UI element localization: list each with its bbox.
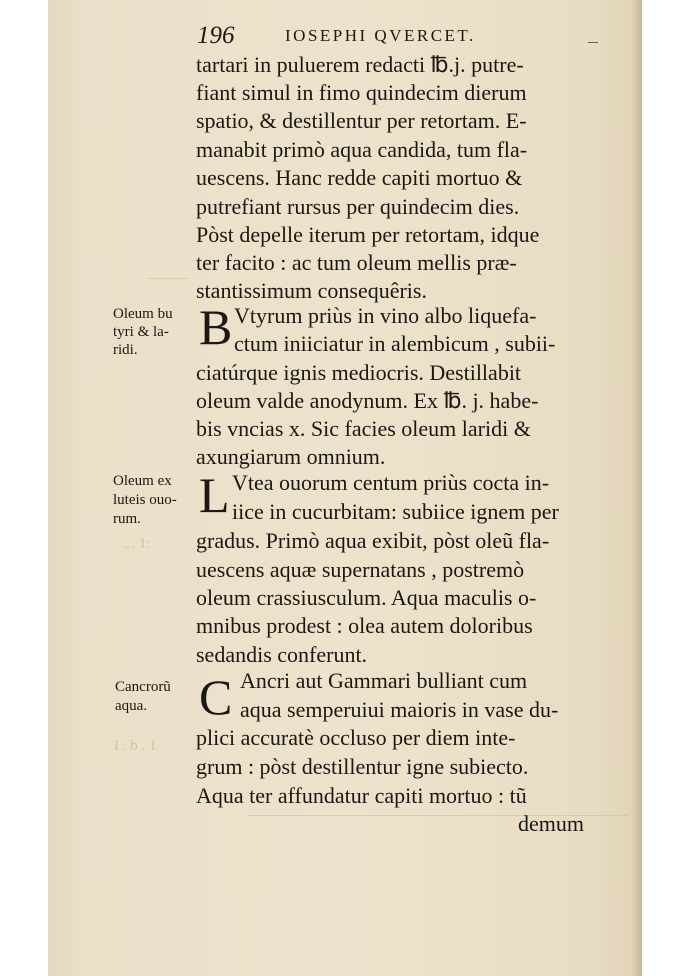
catchword: demum xyxy=(518,811,584,836)
margin-note-line: ridi. xyxy=(113,342,138,358)
margin-note-line: Oleum ex xyxy=(113,473,172,489)
text-line: uescens aquæ supernatans , postremò xyxy=(196,557,525,582)
margin-note-line: luteis ouo- xyxy=(113,492,177,508)
text-line: mnibus prodest : olea autem doloribus xyxy=(196,613,533,638)
text-line: uescens. Hanc redde capiti mortuo & xyxy=(196,165,523,190)
page-edge-shadow xyxy=(632,0,642,976)
margin-note-line: Oleum bu xyxy=(113,306,173,322)
page-header xyxy=(197,22,597,52)
drop-cap: B xyxy=(199,299,233,355)
text-line: gradus. Primò aqua exibit, pòst oleũ fla- xyxy=(196,528,550,553)
margin-note-line: aqua. xyxy=(115,698,148,714)
text-line: grum : pòst destillentur igne subiecto. xyxy=(196,754,529,779)
text-line: spatio, & destillentur per retortam. E- xyxy=(196,108,527,133)
text-line: ctum iniiciatur in alembicum , subii- xyxy=(234,331,556,356)
text-line: putrefiant rursus per quindecim dies. xyxy=(196,194,520,219)
text-line: ter facito : ac tum oleum mellis præ- xyxy=(196,250,517,275)
text-line: bis vncias x. Sic facies oleum laridi & xyxy=(196,416,531,441)
drop-cap: C xyxy=(199,669,233,725)
show-through-mark: . . 1: xyxy=(124,536,151,552)
text-line: fiant simul in fimo quindecim dierum xyxy=(196,80,527,105)
text-line: Aqua ter affundatur capiti mortuo : tũ xyxy=(196,783,527,808)
text-line: iice in cucurbitam: subiice ignem per xyxy=(232,499,559,524)
margin-note-line: tyri & la- xyxy=(113,324,169,340)
text-line: aqua semperuiui maioris in vase du- xyxy=(240,697,559,722)
text-line: Vtea ouorum centum priùs cocta in- xyxy=(232,470,550,495)
text-line: Pòst depelle iterum per retortam, idque xyxy=(196,222,540,247)
text-line: tartari in puluerem redacti ℔.j. putre- xyxy=(196,52,524,77)
text-line: sedandis conferunt. xyxy=(196,642,368,667)
text-line: Vtyrum priùs in vino albo liquefa- xyxy=(234,303,537,328)
running-head: IOSEPHI QVERCET. xyxy=(285,26,476,45)
margin-note-line: Cancrorũ xyxy=(115,679,171,695)
text-line: stantissimum consequêris. xyxy=(196,278,427,303)
text-line: oleum valde anodynum. Ex ℔. j. habe- xyxy=(196,388,539,413)
margin-note-line: rum. xyxy=(113,511,141,527)
text-line: axungiarum omnium. xyxy=(196,444,386,469)
drop-cap: L xyxy=(199,467,230,523)
header-tick-mark xyxy=(588,42,598,43)
page-number: 196 xyxy=(197,22,235,49)
show-through-mark xyxy=(148,278,188,279)
text-line: manabit primò aqua candida, tum fla- xyxy=(196,137,528,162)
text-line: Ancri aut Gammari bulliant cum xyxy=(240,668,528,693)
text-line: plici accuratè occluso per diem inte- xyxy=(196,725,516,750)
text-line: ciatúrque ignis mediocris. Destillabit xyxy=(196,360,522,385)
text-line: oleum crassiusculum. Aqua maculis o- xyxy=(196,585,537,610)
show-through-mark: I . b . 1 xyxy=(114,738,157,754)
